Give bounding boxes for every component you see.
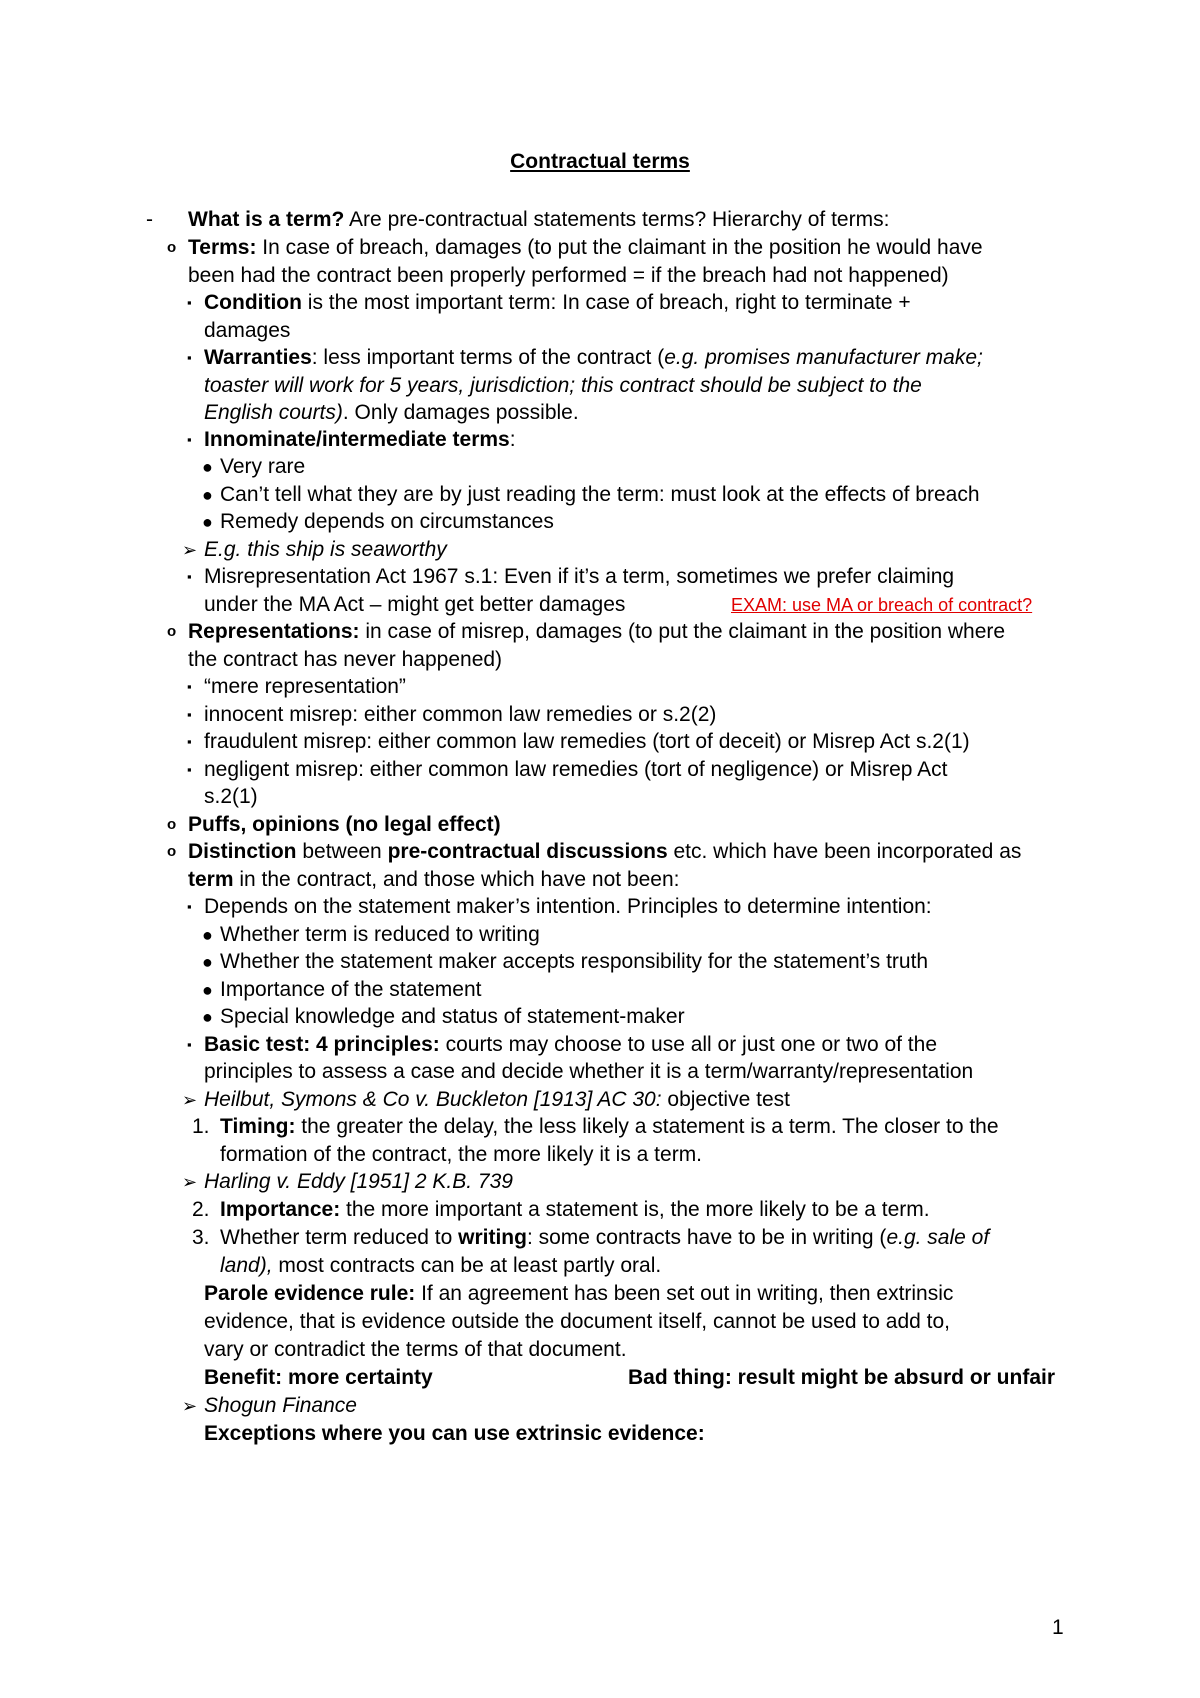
list-item: Whether the statement maker accepts responsibility for the statement’s truth — [220, 950, 929, 973]
representations-line-cont: the contract has never happened) — [188, 648, 503, 671]
warranties-line-end — [204, 399, 579, 427]
text-bold: Importance: — [220, 1198, 341, 1221]
text: between — [296, 840, 388, 863]
dot-bullet: ● — [202, 952, 213, 972]
text-bold: Basic test: 4 principles: — [204, 1033, 440, 1056]
text-bold: Innominate/intermediate terms — [204, 428, 510, 451]
puffs-line: Puffs, opinions (no legal effect) — [188, 813, 501, 836]
dot-bullet: ● — [202, 925, 213, 945]
importance-line — [220, 1196, 930, 1224]
list-item: Remedy depends on circumstances — [220, 510, 554, 533]
list-item: fraudulent misrep: either common law remedies (tort of deceit) or Misrep Act s.2(1) — [204, 730, 970, 753]
circle-bullet: o — [167, 623, 177, 640]
text-bold: Condition — [204, 291, 302, 314]
text-italic: Harling v. Eddy [1951] 2 K.B. 739 — [204, 1170, 513, 1193]
case-heilbut — [204, 1086, 790, 1114]
number-1: 1. — [192, 1115, 210, 1138]
list-item: Can’t tell what they are by just reading the term: must look at the effects of breach — [220, 483, 980, 506]
text: is the most important term: In case of breach, right to terminate + — [301, 291, 911, 314]
warranties-line — [204, 344, 983, 372]
text: If an agreement has been set out in writing, then extrinsic — [415, 1282, 954, 1305]
dot-bullet: ● — [202, 1007, 213, 1027]
list-item: “mere representation” — [204, 675, 406, 698]
arrow-bullet: ➢ — [182, 540, 198, 560]
text-bold: Timing: — [220, 1115, 296, 1138]
list-item: Very rare — [220, 455, 306, 478]
parole-rule-line-cont: evidence, that is evidence outside the document itself, cannot be used to add to, — [204, 1310, 950, 1333]
square-bullet: ▪ — [187, 762, 192, 777]
square-bullet: ▪ — [187, 734, 192, 749]
case-example — [204, 536, 447, 564]
arrow-bullet: ➢ — [182, 1172, 198, 1192]
bad-thing-text: Bad thing: result might be absurd or unfair — [628, 1366, 1056, 1389]
text: : less important terms of the contract ( — [311, 346, 665, 369]
text: the greater the delay, the less likely a statement is a term. The closer to the — [295, 1115, 999, 1138]
text-italic: Heilbut, Symons & Co v. Buckleton [1913] AC 30: — [204, 1088, 662, 1111]
text-italic: e.g. promises manufacturer make; — [664, 346, 983, 369]
text: most contracts can be at least partly oral. — [272, 1254, 662, 1277]
case-shogun — [204, 1392, 357, 1420]
list-item-cont: s.2(1) — [204, 785, 258, 808]
text: etc. which have been incorporated as — [667, 840, 1022, 863]
text-bold: pre-contractual discussions — [387, 840, 668, 863]
text-italic: land), — [220, 1254, 273, 1277]
dot-bullet: ● — [202, 485, 213, 505]
timing-line — [220, 1113, 999, 1141]
misrep-act-line-cont: under the MA Act – might get better damages — [204, 593, 626, 616]
page-title: Contractual terms — [510, 150, 690, 173]
text: Whether term reduced to — [220, 1226, 459, 1249]
square-bullet: ▪ — [187, 1037, 192, 1052]
square-bullet: ▪ — [187, 569, 192, 584]
dot-bullet: ● — [202, 457, 213, 477]
dot-bullet: ● — [202, 512, 213, 532]
number-2: 2. — [192, 1198, 210, 1221]
circle-bullet: o — [167, 843, 177, 860]
question-line — [188, 206, 889, 234]
page-number: 1 — [1052, 1616, 1064, 1639]
number-3: 3. — [192, 1226, 210, 1249]
text: In case of breach, damages (to put the claimant in the position he would have — [256, 236, 983, 259]
text-bold: Warranties — [204, 346, 312, 369]
condition-line — [204, 289, 911, 317]
text-bold: writing — [458, 1226, 527, 1249]
text: . Only damages possible. — [342, 401, 579, 424]
distinction-line-cont — [188, 866, 680, 894]
parole-rule-line-end: vary or contradict the terms of that document. — [204, 1338, 627, 1361]
basic-test-line — [204, 1031, 937, 1059]
arrow-bullet: ➢ — [182, 1090, 198, 1110]
dot-bullet: ● — [202, 980, 213, 1000]
text: courts may choose to use all or just one or two of the — [439, 1033, 938, 1056]
square-bullet: ▪ — [187, 295, 192, 310]
exceptions-heading: Exceptions where you can use extrinsic evidence: — [204, 1422, 705, 1445]
square-bullet: ▪ — [187, 707, 192, 722]
text: : — [509, 428, 516, 451]
parole-rule-line — [204, 1280, 953, 1308]
text-bold: term — [188, 868, 234, 891]
timing-line-cont: formation of the contract, the more likely it is a term. — [220, 1143, 703, 1166]
circle-bullet: o — [167, 239, 177, 256]
text: objective test — [661, 1088, 790, 1111]
representations-line — [188, 618, 1005, 646]
text-italic: e.g. sale of — [886, 1226, 990, 1249]
text-italic: English courts) — [204, 401, 343, 424]
list-item: Whether term is reduced to writing — [220, 923, 540, 946]
benefit-text: Benefit: more certainty — [204, 1366, 433, 1389]
list-item: negligent misrep: either common law remedies (tort of negligence) or Misrep Act — [204, 758, 948, 781]
list-item: Special knowledge and status of statement-maker — [220, 1005, 685, 1028]
basic-test-line-cont: principles to assess a case and decide whether it is a term/warranty/representation — [204, 1060, 974, 1083]
square-bullet: ▪ — [187, 432, 192, 447]
exam-note: EXAM: use MA or breach of contract? — [731, 595, 1033, 615]
innominate-line — [204, 426, 516, 454]
list-item: Depends on the statement maker’s intention. Principles to determine intention: — [204, 895, 932, 918]
dash-bullet: - — [146, 208, 153, 231]
text-bold: Representations: — [188, 620, 360, 643]
arrow-bullet: ➢ — [182, 1396, 198, 1416]
text: : some contracts have to be in writing ( — [526, 1226, 887, 1249]
case-harling — [204, 1168, 513, 1196]
text-bold: Terms: — [188, 236, 257, 259]
distinction-line — [188, 838, 1021, 866]
text: Are pre-contractual statements terms? Hierarchy of terms: — [344, 208, 890, 231]
terms-line — [188, 234, 983, 262]
circle-bullet: o — [167, 816, 177, 833]
list-item: innocent misrep: either common law remedies or s.2(2) — [204, 703, 717, 726]
text: the more important a statement is, the more likely to be a term. — [340, 1198, 930, 1221]
text-italic: toaster will work for 5 years, jurisdiction; this contract should be subject to the — [204, 374, 922, 397]
text-italic: E.g. this ship is seaworthy — [204, 538, 447, 561]
text-bold: Distinction — [188, 840, 297, 863]
text-bold: Parole evidence rule: — [204, 1282, 416, 1305]
writing-line-cont — [220, 1252, 661, 1280]
misrep-act-line: Misrepresentation Act 1967 s.1: Even if it’s a term, sometimes we prefer claiming — [204, 565, 955, 588]
square-bullet: ▪ — [187, 679, 192, 694]
text-italic: Shogun Finance — [204, 1394, 357, 1417]
writing-line — [220, 1224, 989, 1252]
condition-line-cont: damages — [204, 319, 291, 342]
warranties-line-cont — [204, 372, 922, 400]
list-item: Importance of the statement — [220, 978, 482, 1001]
text-bold: What is a term? — [188, 208, 345, 231]
text: in case of misrep, damages (to put the claimant in the position where — [359, 620, 1006, 643]
square-bullet: ▪ — [187, 899, 192, 914]
square-bullet: ▪ — [187, 350, 192, 365]
text: in the contract, and those which have not been: — [233, 868, 680, 891]
terms-line-cont: been had the contract been properly performed = if the breach had not happened) — [188, 264, 949, 287]
